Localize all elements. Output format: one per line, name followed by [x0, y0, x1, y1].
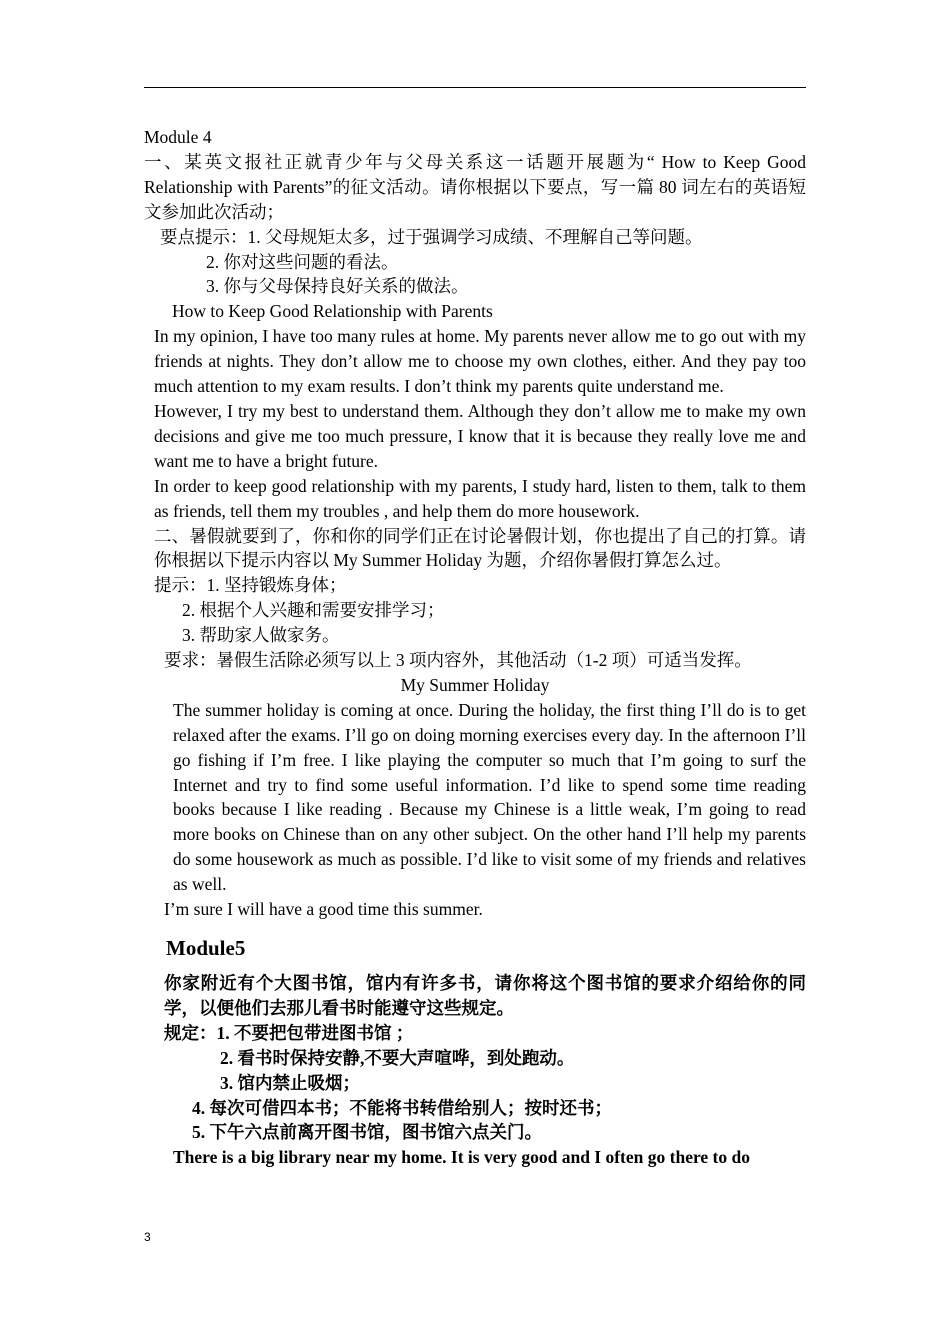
module5-rule5: 5. 下午六点前离开图书馆，图书馆六点关门。	[192, 1122, 542, 1143]
header-rule	[144, 87, 806, 88]
task2-prompt: 二、暑假就要到了，你和你的同学们正在讨论暑假计划，你也提出了自己的打算。请你根据以下提示内容以 My Summer Holiday 为题，介绍你暑假打算怎么过。	[154, 525, 806, 571]
essay2-para2: I’m sure I will have a good time this summer.	[164, 899, 483, 920]
page-number: 3	[144, 1230, 151, 1244]
module5-prompt: 你家附近有个大图书馆，馆内有许多书，请你将这个图书馆的要求介绍给你的同学，以便他们去那儿看书时能遵守这些规定。	[164, 973, 806, 1018]
task1-point3: 3. 你与父母保持良好关系的做法。	[206, 276, 469, 297]
essay2-title: My Summer Holiday	[400, 674, 550, 695]
task1-point2: 2. 你对这些问题的看法。	[206, 251, 399, 272]
module5-rule4: 4. 每次可借四本书；不能将书转借给别人；按时还书；	[192, 1097, 612, 1118]
module5-rule2: 2. 看书时保持安静,不要大声喧哗，到处跑动。	[220, 1047, 575, 1068]
task1-prompt: 一、某英文报社正就青少年与父母关系这一话题开展题为“ How to Keep Good Relationship with Parents”的征文活动。请你根据以下要点，写一篇 80 词左右的英语短文参加此次活动；	[144, 151, 806, 222]
essay2-para1: The summer holiday is coming at once. During the holiday, the first thing I’ll do is to get relaxed after the exams. I’ll go on doing morning exercises every day. In the afternoon I’ll go fishing if I’m free. I like playing the computer so much that I’m going to surf the Internet and try to find some useful information. I’d like to spend some time reading books because I like reading . Because my Chinese is a little weak, I’m going to read more books on Chinese than on any other subject. On the other hand I’ll help my parents do some housework as much as possible. I’d like to visit some of my friends and relatives as well.	[173, 699, 806, 895]
module5-rule1: 规定：1. 不要把包带进图书馆 ；	[164, 1022, 414, 1043]
document-body	[144, 125, 806, 1170]
essay1-para1: In my opinion, I have too many rules at home. My parents never allow me to go out with my friends at nights. They don’t allow me to choose my own clothes, either. And they pay too much attention to my exam results. I don’t think my parents quite understand me.	[154, 326, 806, 397]
task2-hint2: 2. 根据个人兴趣和需要安排学习；	[182, 600, 445, 621]
task1-point1: 要点提示：1. 父母规矩太多，过于强调学习成绩、不理解自己等问题。	[160, 226, 703, 247]
task2-hint3: 3. 帮助家人做家务。	[182, 625, 340, 646]
module4-heading: Module 4	[144, 127, 212, 147]
task2-hint1: 提示：1. 坚持锻炼身体；	[154, 575, 347, 596]
essay1-para3: In order to keep good relationship with my parents, I study hard, listen to them, talk to them as friends, tell them my troubles , and help them do more housework.	[154, 475, 806, 521]
task2-requirement: 要求：暑假生活除必须写以上 3 项内容外，其他活动（1-2 项）可适当发挥。	[164, 650, 752, 671]
module5-heading: Module5	[166, 936, 246, 960]
essay1-title: How to Keep Good Relationship with Parents	[172, 301, 493, 322]
module5-rule3: 3. 馆内禁止吸烟；	[220, 1072, 360, 1093]
essay1-para2: However, I try my best to understand them. Although they don’t allow me to make my own decisions and give me too much pressure, I know that it is because they really love me and want me to have a bright future.	[154, 400, 806, 471]
module5-essay-start: There is a big library near my home. It is very good and I often go there to do	[173, 1147, 750, 1168]
